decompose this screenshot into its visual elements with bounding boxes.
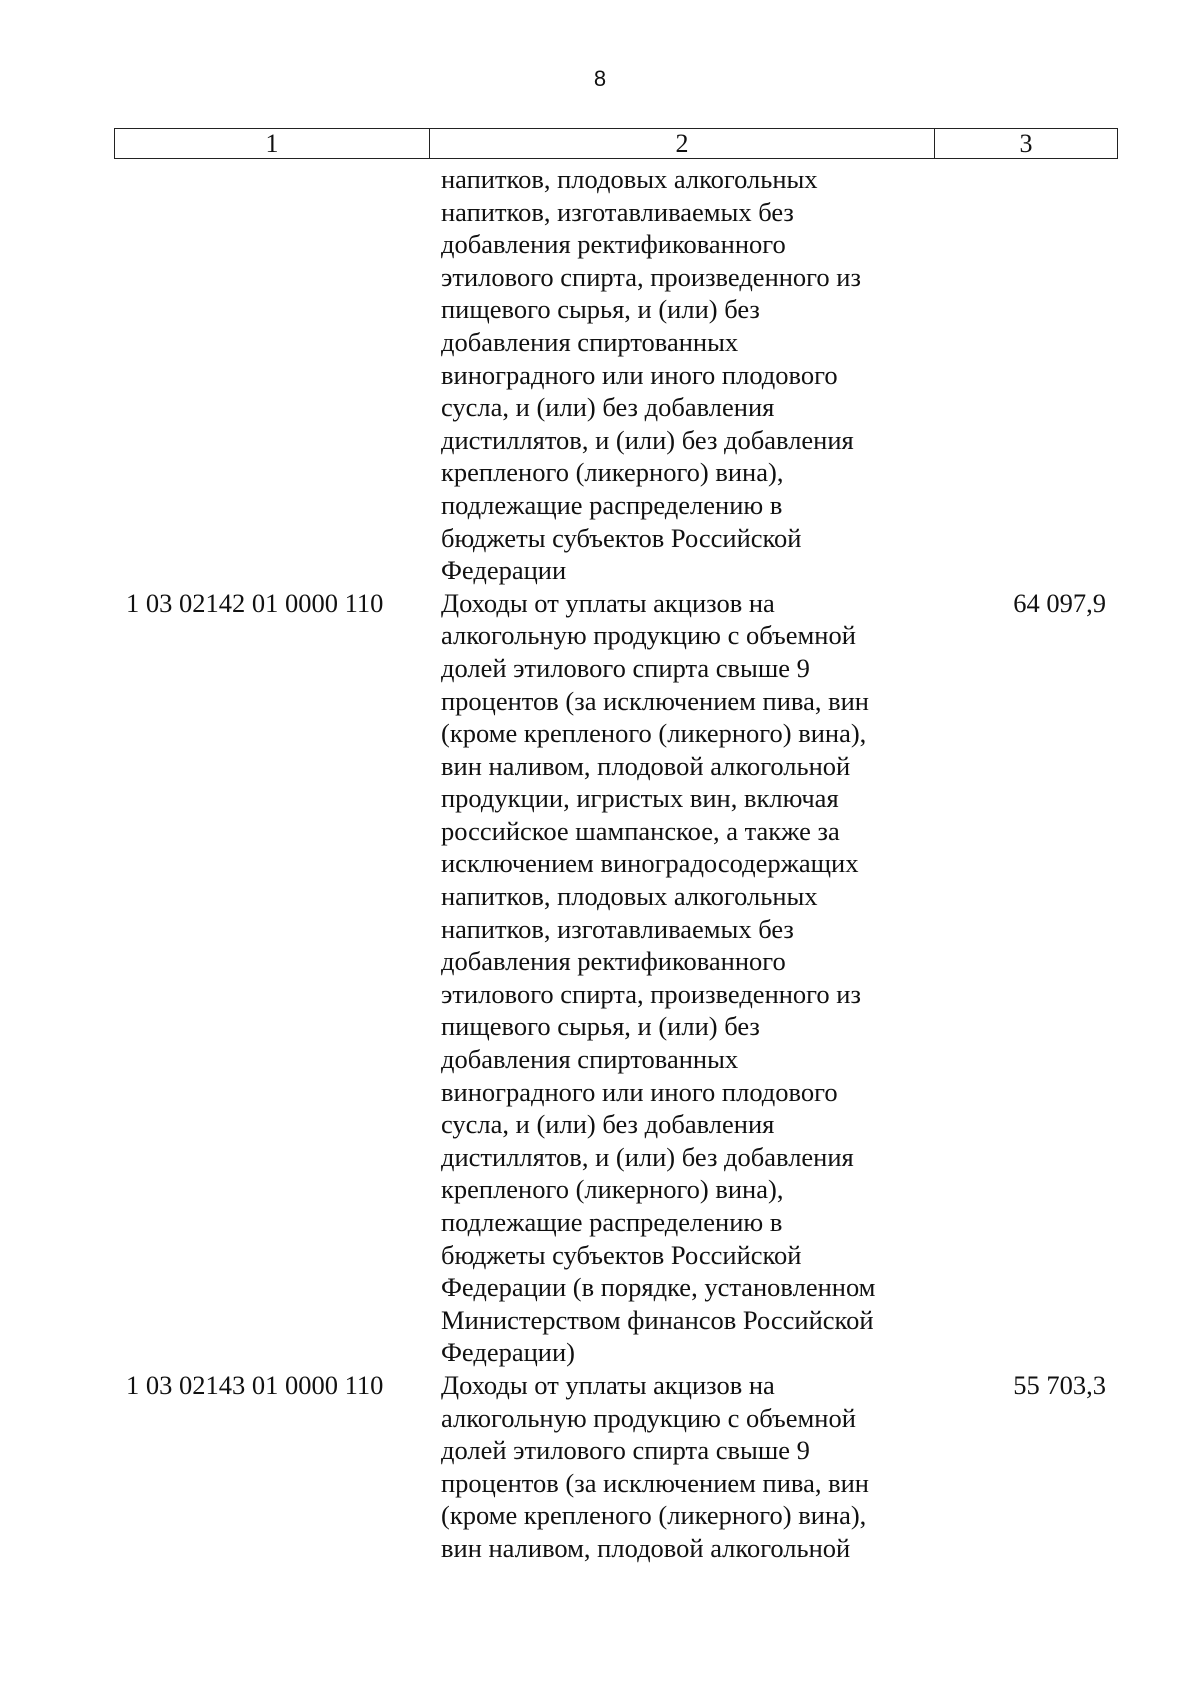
description-line: вин наливом, плодовой алкогольной: [441, 1532, 851, 1563]
description-line: дистиллятов, и (или) без добавления: [441, 1141, 854, 1172]
income-description: [114, 163, 932, 587]
description-line: крепленого (ликерного) вина),: [441, 457, 784, 488]
description-line: процентов (за исключением пива, вин: [441, 1467, 869, 1498]
description-line: подлежащие распределению в: [441, 489, 783, 520]
table-column-header-row: [114, 128, 1118, 159]
income-description: [114, 587, 932, 1369]
description-line: алкогольную продукцию с объемной: [441, 620, 856, 651]
income-description: [114, 1369, 932, 1565]
description-line: крепленого (ликерного) вина),: [441, 1174, 784, 1205]
description-line: исключением виноградосодержащих: [441, 848, 859, 879]
description-line: (кроме крепленого (ликерного) вина),: [441, 718, 867, 749]
description-line: добавления спиртованных: [441, 1044, 739, 1075]
description-line: этилового спирта, произведенного из: [441, 978, 861, 1009]
table-row: [114, 587, 1118, 1369]
description-line: подлежащие распределению в: [441, 1207, 783, 1237]
description-line: напитков, изготавливаемых без: [441, 913, 794, 944]
description-line: бюджеты субъектов Российской: [441, 1239, 802, 1270]
description-line: дистиллятов, и (или) без добавления: [441, 424, 854, 455]
description-line: пищевого сырья, и (или) без: [441, 1011, 760, 1042]
table-row: [114, 1369, 1118, 1565]
description-line: Федерации): [441, 1337, 575, 1368]
description-line: добавления ректификованного: [441, 229, 786, 260]
description-line: Федерации (в порядке, установленном: [441, 1272, 876, 1303]
budget-classification-code: 1 03 02142 01 0000 110: [126, 587, 384, 618]
description-line: виноградного или иного плодового: [441, 1076, 838, 1107]
amount-value: 55 703,3: [1013, 1369, 1106, 1400]
description-line: напитков, изготавливаемых без: [441, 196, 794, 227]
column-header-1: 1: [115, 129, 430, 158]
description-line: виноградного или иного плодового: [441, 359, 838, 390]
description-line: добавления спиртованных: [441, 326, 739, 357]
description-line: долей этилового спирта свыше 9: [441, 1435, 810, 1466]
description-line: продукции, игристых вин, включая: [441, 783, 839, 814]
description-line: алкогольную продукцию с объемной: [441, 1402, 856, 1433]
column-header-2: 2: [430, 129, 935, 158]
amount-value: [932, 163, 1118, 587]
description-line: напитков, плодовых алкогольных: [441, 881, 818, 912]
description-line: вин наливом, плодовой алкогольной: [441, 750, 851, 781]
description-line: Доходы от уплаты акцизов на: [441, 587, 775, 618]
column-header-3: 3: [1019, 129, 1033, 158]
description-line: процентов (за исключением пива, вин: [441, 685, 869, 716]
description-line: этилового спирта, произведенного из: [441, 261, 861, 292]
description-line: добавления ректификованного: [441, 946, 786, 977]
description-line: Доходы от уплаты акцизов на: [441, 1369, 775, 1400]
description-line: Федерации: [441, 555, 567, 586]
description-line: долей этилового спирта свыше 9: [441, 652, 810, 683]
amount-value: 64 097,9: [1013, 587, 1106, 618]
description-line: сусла, и (или) без добавления: [441, 1109, 775, 1140]
description-line: сусла, и (или) без добавления: [441, 392, 775, 423]
page-number: 8: [593, 66, 607, 91]
description-line: напитков, плодовых алкогольных: [441, 164, 818, 194]
description-line: Министерством финансов Российской: [441, 1304, 874, 1335]
table-body: [114, 163, 1118, 1565]
budget-classification-code: 1 03 02143 01 0000 110: [126, 1369, 384, 1400]
table-row: [114, 163, 1118, 587]
description-line: пищевого сырья, и (или) без: [441, 294, 760, 325]
description-line: (кроме крепленого (ликерного) вина),: [441, 1500, 867, 1531]
description-line: бюджеты субъектов Российской: [441, 522, 802, 553]
description-line: российское шампанское, а также за: [441, 815, 840, 846]
